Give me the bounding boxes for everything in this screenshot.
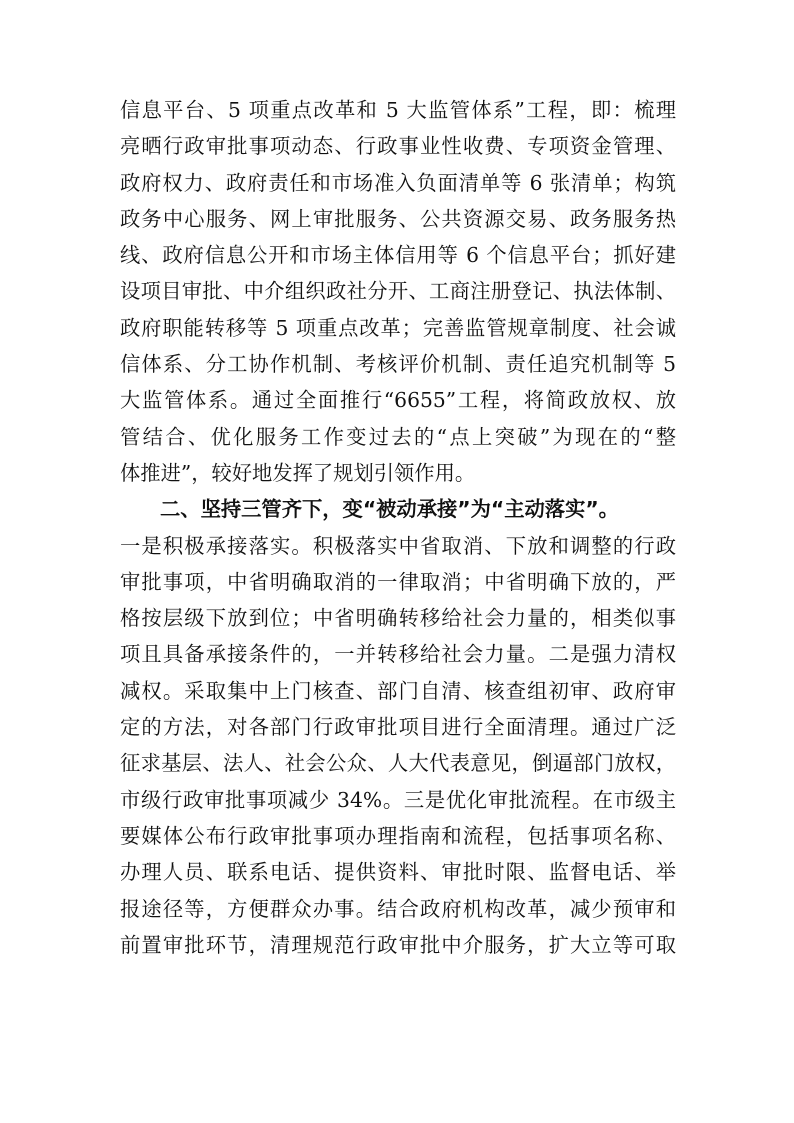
text-line: 政务中心服务、网上审批服务、公共资源交易、政务服务热 (120, 206, 676, 231)
text-line: 审批事项，中省明确取消的一律取消；中省明确下放的，严 (120, 569, 676, 594)
text-line: 线、政府信息公开和市场主体信用等 6 个信息平台；抓好建 (120, 243, 676, 268)
text-line: 管结合、优化服务工作变过去的“点上突破”为现在的“整 (120, 424, 676, 449)
text-line: 征求基层、法人、社会公众、人大代表意见，倒逼部门放权， (120, 751, 676, 776)
text-line: 定的方法，对各部门行政审批项目进行全面清理。通过广泛 (120, 715, 676, 740)
text-line: 项且具备承接条件的，一并转移给社会力量。二是强力清权 (120, 642, 676, 667)
text-line: 政府权力、政府责任和市场准入负面清单等 6 张清单；构筑 (120, 170, 676, 195)
text-line: 信体系、分工协作机制、考核评价机制、责任追究机制等 5 (120, 352, 676, 377)
document-page (120, 92, 676, 963)
text-line: 信息平台、5 项重点改革和 5 大监管体系”工程，即：梳理 (120, 98, 676, 122)
text-line: 大监管体系。通过全面推行“6655”工程，将简政放权、放 (120, 388, 676, 413)
text-line: 体推进”，较好地发挥了规划引领作用。 (120, 460, 476, 485)
text-line: 一是积极承接落实。积极落实中省取消、下放和调整的行政 (120, 533, 676, 558)
text-line: 市级行政审批事项减少 34%。三是优化审批流程。在市级主 (120, 787, 676, 812)
section-heading: 二、坚持三管齐下，变“被动承接”为“主动落实”。 (160, 497, 619, 522)
text-line: 报途径等，方便群众办事。结合政府机构改革，减少预审和 (120, 896, 676, 921)
text-line: 亮晒行政审批事项动态、行政事业性收费、专项资金管理、 (120, 134, 676, 159)
paragraph-1 (120, 92, 676, 491)
paragraph-2 (120, 528, 676, 964)
text-line: 减权。采取集中上门核查、部门自清、核查组初审、政府审 (120, 678, 676, 703)
text-line: 前置审批环节，清理规范行政审批中介服务，扩大立等可取 (120, 932, 676, 957)
text-line: 要媒体公布行政审批事项办理指南和流程，包括事项名称、 (120, 823, 676, 848)
text-line: 政府职能转移等 5 项重点改革；完善监管规章制度、社会诚 (120, 315, 676, 340)
text-line: 格按层级下放到位；中省明确转移给社会力量的，相类似事 (120, 606, 676, 631)
text-line: 设项目审批、中介组织政社分开、工商注册登记、执法体制、 (120, 279, 676, 304)
text-line: 办理人员、联系电话、提供资料、审批时限、监督电话、举 (120, 860, 676, 885)
